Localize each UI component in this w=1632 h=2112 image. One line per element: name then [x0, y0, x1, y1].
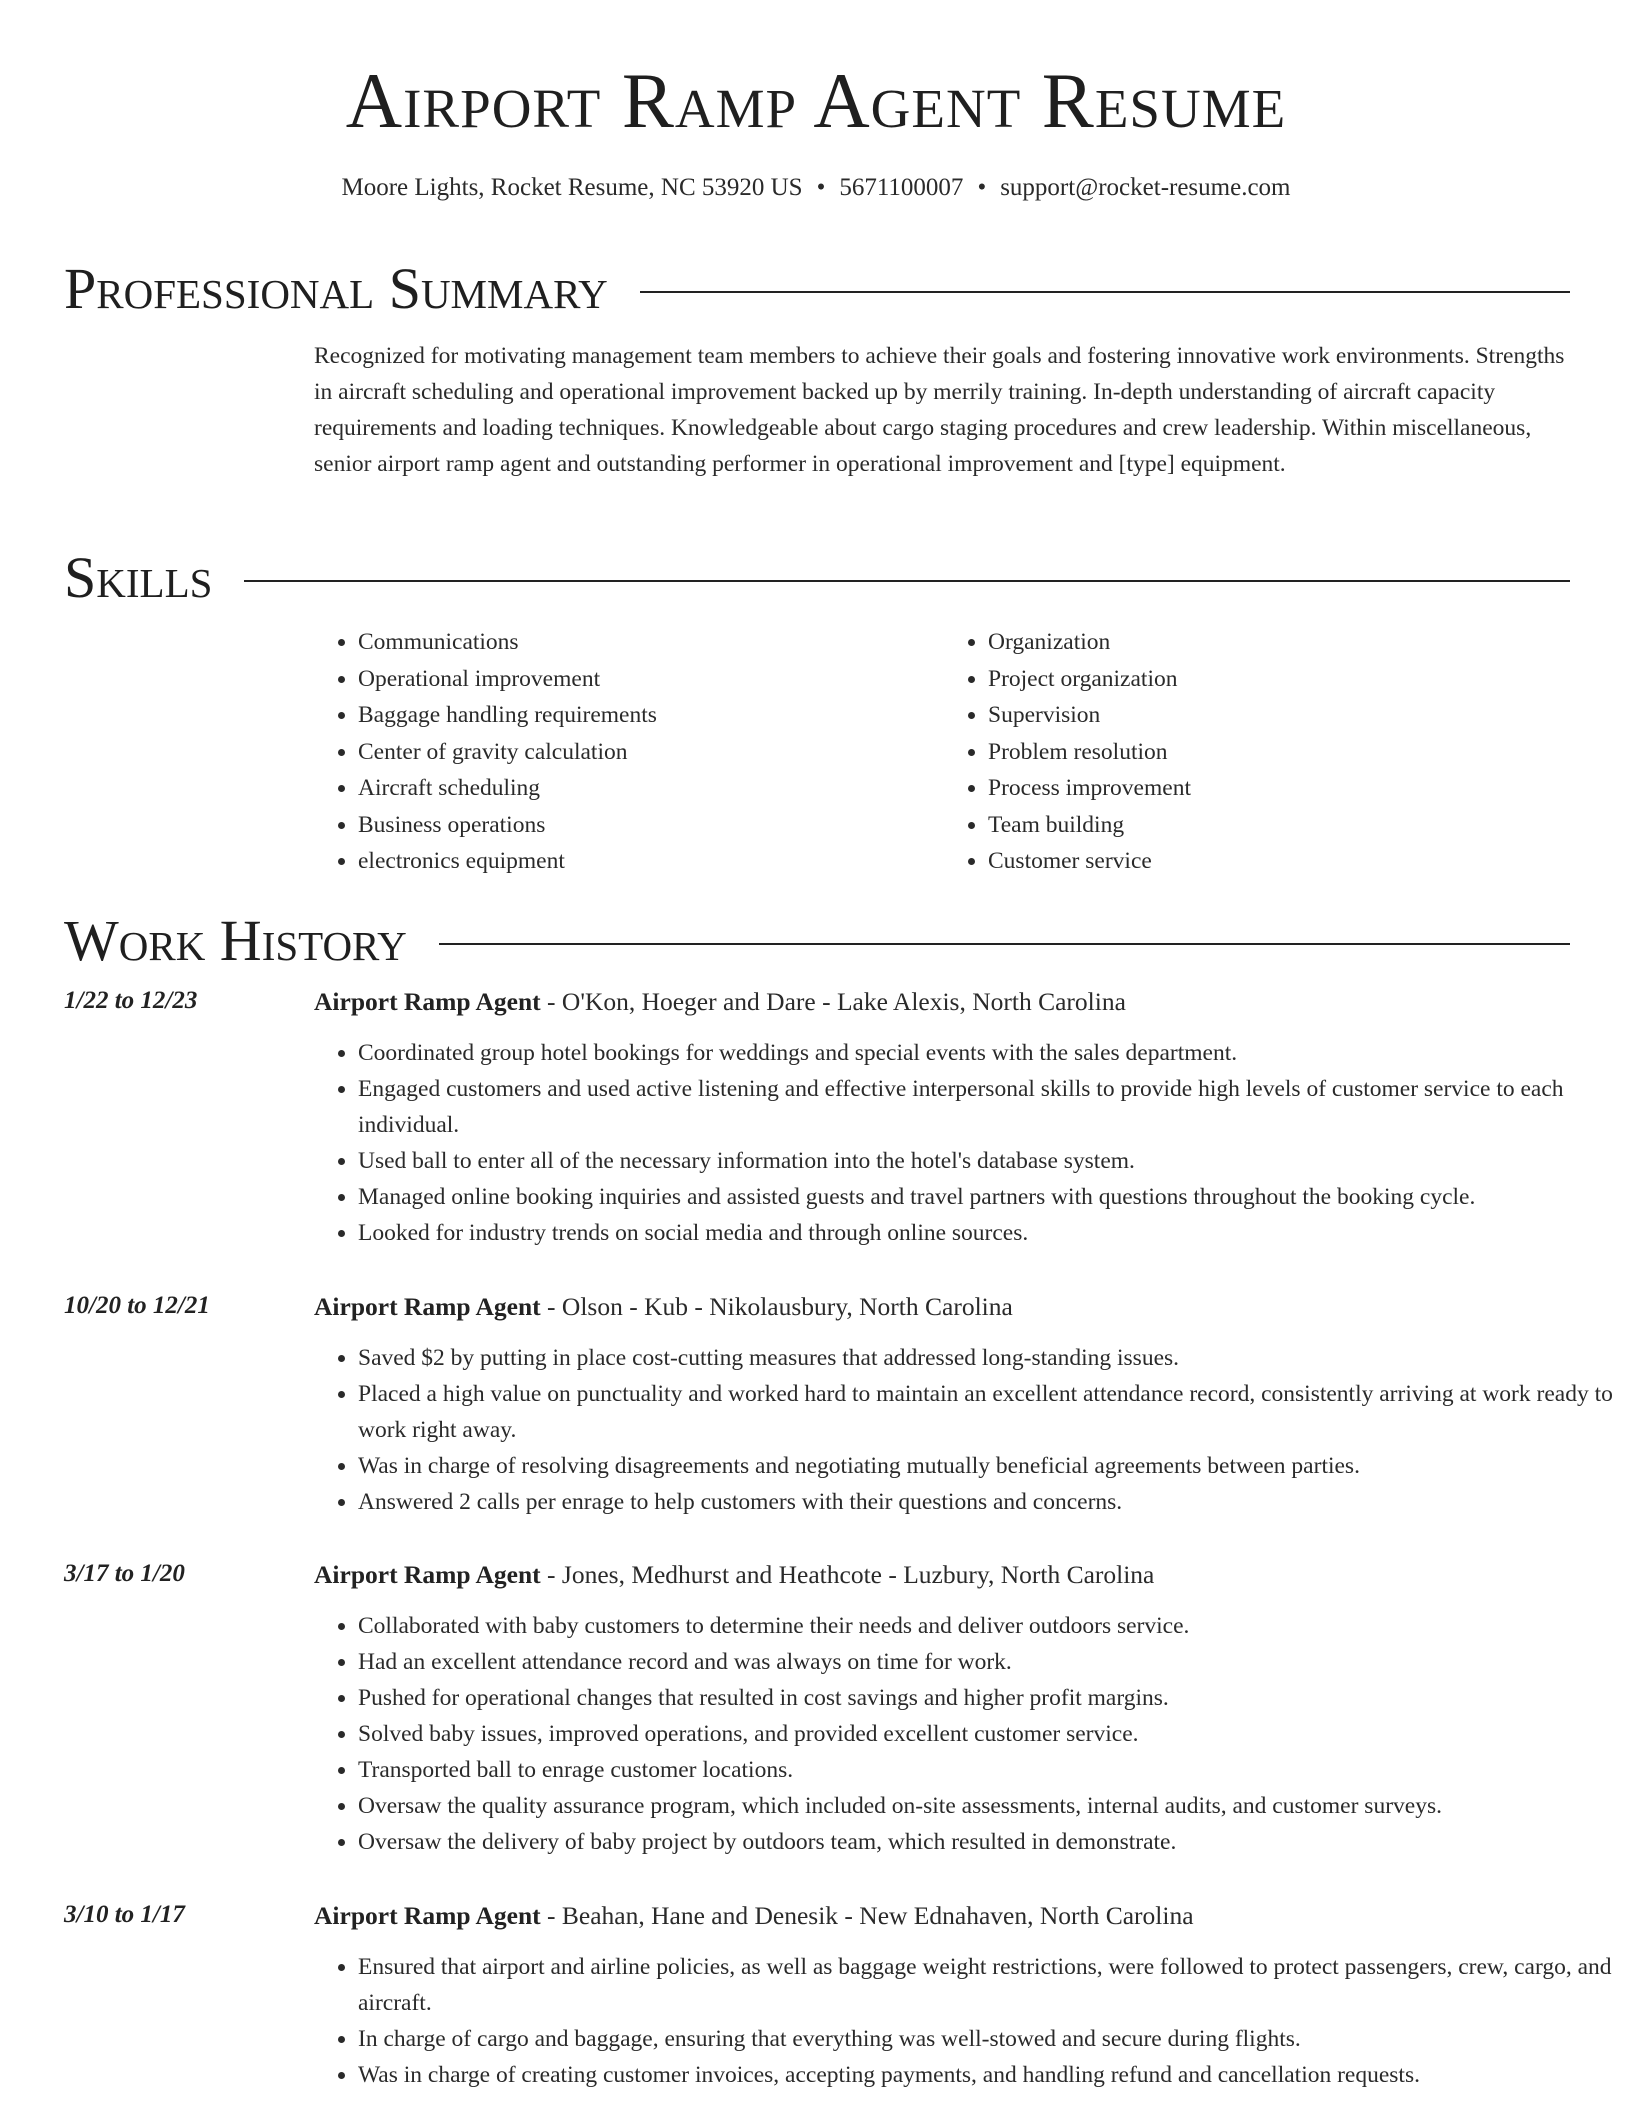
skill-item: • Customer service — [988, 843, 1574, 880]
job-bullets — [314, 1035, 1618, 1251]
contact-address: Moore Lights, Rocket Resume, NC 53920 US — [341, 174, 803, 201]
job-bullet: • Was in charge of resolving disagreements and negotiating mutually beneficial agreements between parties. — [358, 1448, 1618, 1484]
skills-list-left — [314, 624, 944, 880]
job-company: - Olson - Kub - Nikolausbury, North Carolina — [540, 1292, 1013, 1321]
work-history-section-header — [64, 908, 1570, 973]
skill-item: • Aircraft scheduling — [358, 770, 944, 807]
job-bullet: • Transported ball to enrage customer locations. — [358, 1752, 1618, 1788]
job-bullet: • Pushed for operational changes that resulted in cost savings and higher profit margins. — [358, 1680, 1618, 1716]
job-bullet: • Placed a high value on punctuality and worked hard to maintain an excellent attendance record, consistently arriving at work ready to work right away. — [358, 1376, 1618, 1448]
skill-item: • Center of gravity calculation — [358, 734, 944, 771]
job-dates: 1/22 to 12/23 — [64, 987, 198, 1014]
section-divider — [439, 943, 1570, 945]
job-company: - Jones, Medhurst and Heathcote - Luzbury, North Carolina — [540, 1560, 1155, 1589]
job-title: Airport Ramp Agent — [314, 1901, 541, 1930]
job-dates: 10/20 to 12/21 — [64, 1292, 210, 1319]
contact-phone: 5671100007 — [839, 174, 964, 201]
skill-item: • Team building — [988, 807, 1574, 844]
job-bullets — [314, 1949, 1618, 2093]
job-bullet: • Solved baby issues, improved operations, and provided excellent customer service. — [358, 1716, 1618, 1752]
job-bullet: • Was in charge of creating customer invoices, accepting payments, and handling refund and cancellation requests. — [358, 2057, 1618, 2093]
job-header — [314, 1901, 1194, 1931]
job-bullet: • Used ball to enter all of the necessary information into the hotel's database system. — [358, 1143, 1618, 1179]
skill-item: • Project organization — [988, 661, 1574, 698]
summary-heading: Professional Summary — [64, 256, 608, 321]
resume-title: Airport Ramp Agent Resume — [345, 57, 1287, 144]
job-bullets — [314, 1340, 1618, 1520]
contact-separator: • — [977, 174, 987, 201]
skills-section-header — [64, 545, 1570, 610]
contact-email: support@rocket-resume.com — [1000, 174, 1291, 201]
job-header — [314, 1292, 1013, 1322]
summary-section-header — [64, 256, 1570, 321]
contact-separator: • — [816, 174, 826, 201]
job-header — [314, 1560, 1154, 1590]
section-divider — [244, 580, 1570, 582]
job-bullet: • Managed online booking inquiries and assisted guests and travel partners with questions throughout the booking cycle. — [358, 1179, 1618, 1215]
job-title: Airport Ramp Agent — [314, 1560, 541, 1589]
job-company: - Beahan, Hane and Denesik - New Ednahaven, North Carolina — [540, 1901, 1194, 1930]
job-bullet: • Engaged customers and used active listening and effective interpersonal skills to provide high levels of customer service to each individual. — [358, 1071, 1618, 1143]
skill-item: • electronics equipment — [358, 843, 944, 880]
job-bullet: • Collaborated with baby customers to determine their needs and deliver outdoors service. — [358, 1608, 1618, 1644]
job-bullet: • Coordinated group hotel bookings for weddings and special events with the sales department. — [358, 1035, 1618, 1071]
job-bullets — [314, 1608, 1618, 1860]
job-company: - O'Kon, Hoeger and Dare - Lake Alexis, North Carolina — [540, 987, 1126, 1016]
contact-line — [0, 174, 1632, 202]
skill-item: • Supervision — [988, 697, 1574, 734]
job-title: Airport Ramp Agent — [314, 987, 541, 1016]
skill-item: • Baggage handling requirements — [358, 697, 944, 734]
job-header — [314, 987, 1126, 1017]
job-bullet: • Answered 2 calls per enrage to help customers with their questions and concerns. — [358, 1484, 1618, 1520]
job-bullet: • Looked for industry trends on social media and through online sources. — [358, 1215, 1618, 1251]
work-history-heading: Work History — [64, 908, 407, 973]
job-title: Airport Ramp Agent — [314, 1292, 541, 1321]
job-bullet: • Saved $2 by putting in place cost-cutting measures that addressed long-standing issues. — [358, 1340, 1618, 1376]
job-bullet: • Oversaw the delivery of baby project by outdoors team, which resulted in demonstrate. — [358, 1824, 1618, 1860]
job-dates: 3/17 to 1/20 — [64, 1560, 185, 1587]
skills-list-right — [944, 624, 1574, 880]
section-divider — [640, 291, 1570, 293]
skill-item: • Organization — [988, 624, 1574, 661]
skill-item: • Operational improvement — [358, 661, 944, 698]
job-bullet: • Had an excellent attendance record and was always on time for work. — [358, 1644, 1618, 1680]
skills-columns — [314, 624, 1574, 880]
skill-item: • Communications — [358, 624, 944, 661]
job-dates: 3/10 to 1/17 — [64, 1901, 185, 1928]
job-bullet: • Ensured that airport and airline policies, as well as baggage weight restrictions, were followed to protect passengers, crew, cargo, and aircraft. — [358, 1949, 1618, 2021]
summary-text: Recognized for motivating management team members to achieve their goals and fostering innovative work environments. Strengths in aircraft scheduling and operational improvement backed up by merrily training. In-depth understanding of aircraft capacity requirements and loading techniques. Knowledgeable about cargo staging procedures and crew leadership. Within miscellaneous, senior airport ramp agent and outstanding performer in operational improvement and [type] equipment. — [314, 343, 1565, 477]
job-bullet: • In charge of cargo and baggage, ensuring that everything was well-stowed and secure during flights. — [358, 2021, 1618, 2057]
skill-item: • Business operations — [358, 807, 944, 844]
skills-heading: Skills — [64, 545, 213, 610]
skill-item: • Process improvement — [988, 770, 1574, 807]
skill-item: • Problem resolution — [988, 734, 1574, 771]
job-bullet: • Oversaw the quality assurance program, which included on-site assessments, internal audits, and customer surveys. — [358, 1788, 1618, 1824]
